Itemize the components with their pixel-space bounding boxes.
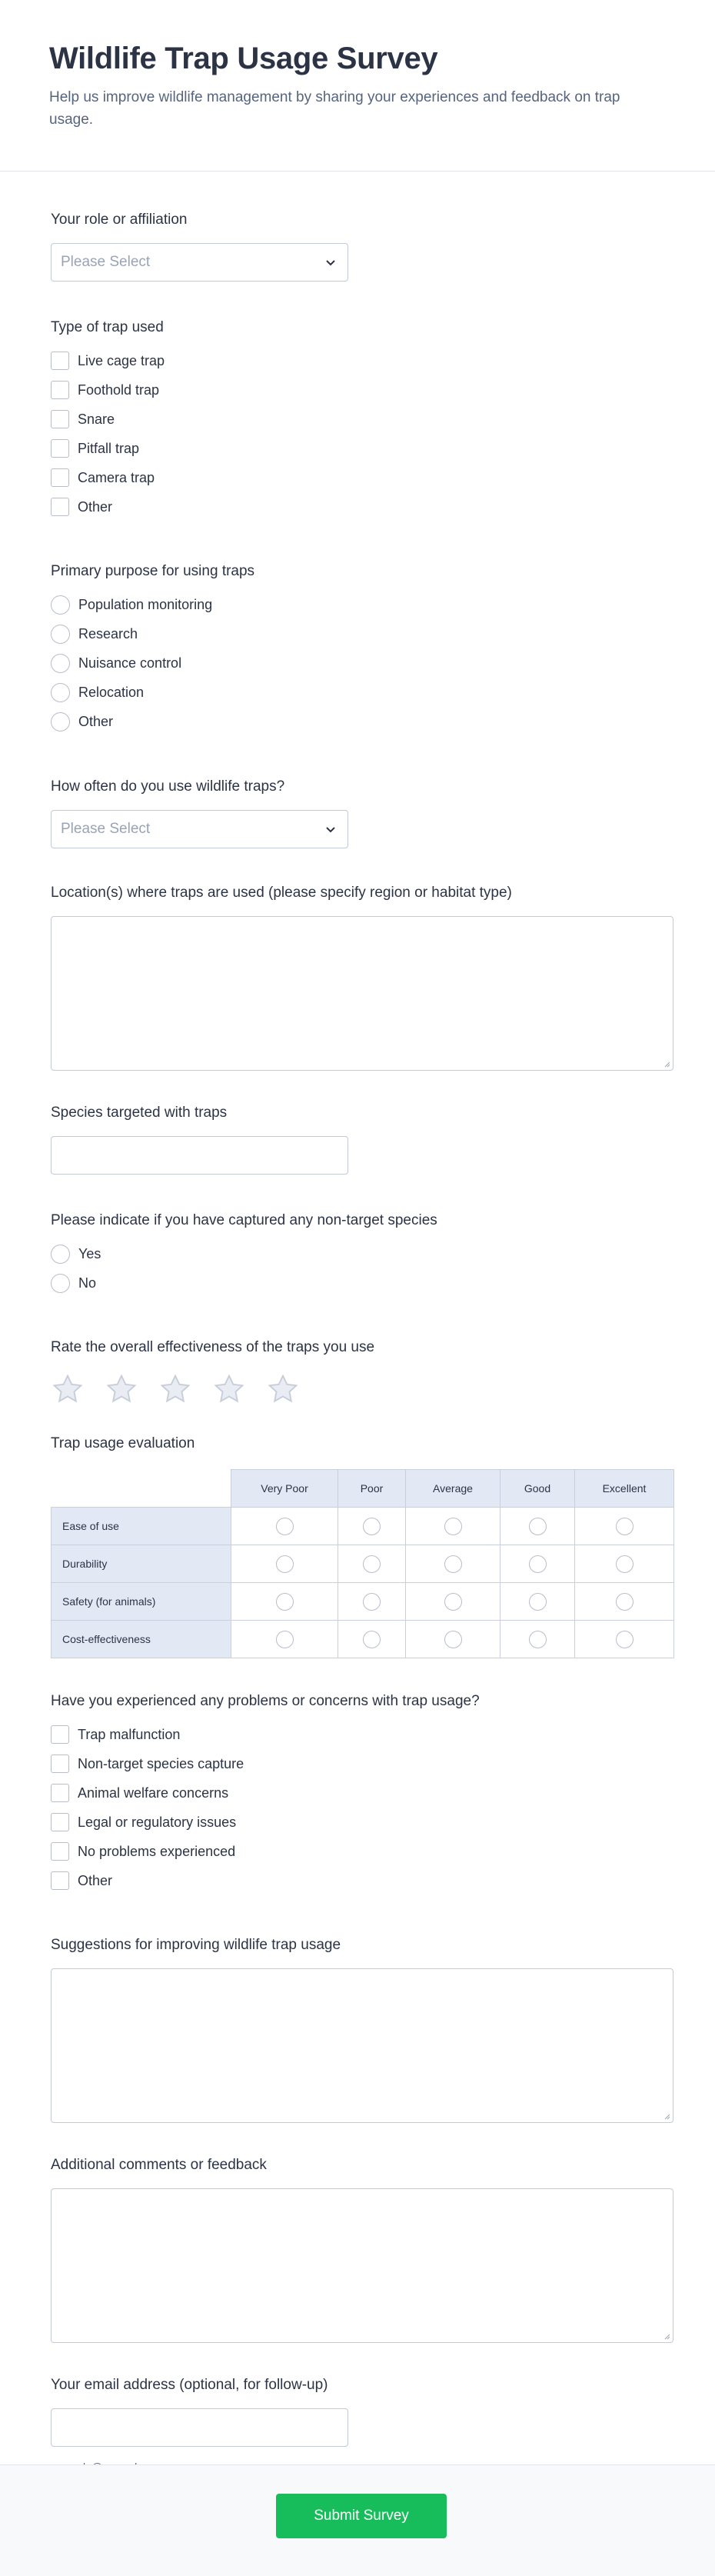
star-icon[interactable]: [266, 1372, 300, 1406]
radio-button[interactable]: [51, 625, 70, 644]
checkbox[interactable]: [51, 410, 69, 428]
radio-option[interactable]: [51, 707, 664, 736]
option-label: Foothold trap: [78, 382, 160, 398]
radio-button[interactable]: [276, 1555, 294, 1573]
checkbox-option[interactable]: [51, 492, 664, 522]
question-label: How often do you use wildlife traps?: [51, 778, 285, 795]
matrix-cell[interactable]: [500, 1583, 575, 1621]
checkbox-option[interactable]: [51, 405, 664, 434]
question-matrix: [51, 1435, 664, 1658]
matrix-cell[interactable]: [500, 1545, 575, 1583]
option-label: Pitfall trap: [78, 440, 140, 456]
option-label: Non-target species capture: [78, 1755, 244, 1771]
checkbox[interactable]: [51, 1755, 69, 1773]
question-location: [51, 884, 664, 1071]
radio-button[interactable]: [51, 1274, 70, 1293]
question-label: Location(s) where traps are used (please specify region or habitat type): [51, 885, 512, 901]
option-label: No: [78, 1275, 97, 1291]
question-label: Rate the overall effectiveness of the traps you use: [51, 1339, 375, 1355]
matrix-cell[interactable]: [406, 1545, 500, 1583]
radio-button[interactable]: [529, 1518, 547, 1535]
matrix-row-header: Durability: [52, 1545, 231, 1583]
page-title: Wildlife Trap Usage Survey: [49, 42, 438, 75]
form-header: [0, 0, 715, 172]
checkbox[interactable]: [51, 1725, 69, 1744]
question-nontarget: [51, 1211, 664, 1298]
select-placeholder: Please Select: [61, 821, 151, 837]
question-suggestions: [51, 1936, 664, 2123]
radio-button[interactable]: [444, 1593, 462, 1611]
checkbox[interactable]: [51, 1813, 69, 1831]
select-placeholder: Please Select: [61, 254, 151, 270]
radio-button[interactable]: [616, 1631, 634, 1648]
matrix-cell[interactable]: [500, 1621, 575, 1658]
radio-button[interactable]: [363, 1555, 381, 1573]
checkbox-option[interactable]: [51, 463, 664, 492]
matrix-cell[interactable]: [575, 1508, 674, 1545]
matrix-column-header: Very Poor: [231, 1470, 338, 1508]
question-label: Your email address (optional, for follow-up): [51, 2377, 328, 2393]
option-label: Population monitoring: [78, 596, 213, 612]
option-label: Camera trap: [78, 469, 155, 485]
role-select[interactable]: [51, 243, 348, 282]
question-problems: [51, 1692, 664, 1895]
option-label: Other: [78, 498, 113, 515]
matrix-cell[interactable]: [575, 1545, 674, 1583]
question-trap-type: [51, 318, 664, 522]
question-species: [51, 1104, 664, 1175]
radio-button[interactable]: [51, 654, 70, 673]
option-label: Live cage trap: [78, 352, 165, 368]
star-icon[interactable]: [51, 1372, 85, 1406]
matrix-cell[interactable]: [500, 1508, 575, 1545]
frequency-select[interactable]: [51, 810, 348, 848]
matrix-cell[interactable]: [406, 1583, 500, 1621]
radio-button[interactable]: [529, 1555, 547, 1573]
radio-button[interactable]: [616, 1555, 634, 1573]
radio-button[interactable]: [363, 1631, 381, 1648]
checkbox-option[interactable]: [51, 434, 664, 463]
checkbox[interactable]: [51, 1871, 69, 1890]
evaluation-matrix: [51, 1469, 674, 1658]
matrix-cell[interactable]: [231, 1508, 338, 1545]
radio-button[interactable]: [444, 1555, 462, 1573]
option-label: Animal welfare concerns: [78, 1785, 229, 1801]
matrix-cell[interactable]: [231, 1545, 338, 1583]
matrix-row: [52, 1621, 674, 1658]
radio-button[interactable]: [51, 1245, 70, 1264]
email-field[interactable]: [51, 2408, 348, 2447]
survey-form: [0, 211, 715, 2473]
question-label: Have you experienced any problems or concerns with trap usage?: [51, 1693, 480, 1709]
question-label: Trap usage evaluation: [51, 1435, 195, 1451]
matrix-column-header: Excellent: [575, 1470, 674, 1508]
question-label: Type of trap used: [51, 319, 164, 335]
matrix-row-header: Safety (for animals): [52, 1583, 231, 1621]
checkbox-option[interactable]: [51, 1837, 664, 1866]
question-comments: [51, 2156, 664, 2343]
radio-button[interactable]: [276, 1593, 294, 1611]
option-label: Trap malfunction: [78, 1726, 181, 1742]
radio-button[interactable]: [529, 1631, 547, 1648]
question-label: Species targeted with traps: [51, 1105, 228, 1121]
radio-button[interactable]: [529, 1593, 547, 1611]
matrix-cell[interactable]: [406, 1508, 500, 1545]
species-input[interactable]: [51, 1136, 348, 1175]
matrix-row-header: Cost-effectiveness: [52, 1621, 231, 1658]
question-role: [51, 211, 664, 282]
matrix-row: [52, 1508, 674, 1545]
suggestions-textarea[interactable]: [51, 1968, 673, 2123]
option-label: Yes: [78, 1245, 101, 1261]
checkbox-option[interactable]: [51, 1749, 664, 1778]
radio-option[interactable]: [51, 590, 664, 619]
radio-button[interactable]: [276, 1518, 294, 1535]
question-frequency: [51, 778, 664, 848]
option-label: Legal or regulatory issues: [78, 1814, 237, 1830]
question-label: Additional comments or feedback: [51, 2157, 267, 2173]
form-footer: [0, 2464, 715, 2576]
checkbox-option[interactable]: [51, 346, 664, 375]
radio-option[interactable]: [51, 619, 664, 648]
checkbox[interactable]: [51, 1784, 69, 1802]
question-label: Your role or affiliation: [51, 212, 188, 228]
matrix-row: [52, 1583, 674, 1621]
checkbox[interactable]: [51, 381, 69, 399]
question-label: Please indicate if you have captured any non-target species: [51, 1212, 437, 1228]
option-label: Other: [78, 1872, 113, 1888]
checkbox[interactable]: [51, 1842, 69, 1861]
checkbox-option[interactable]: [51, 375, 664, 405]
radio-button[interactable]: [276, 1631, 294, 1648]
option-label: Other: [78, 713, 114, 729]
radio-button[interactable]: [444, 1631, 462, 1648]
matrix-cell[interactable]: [575, 1583, 674, 1621]
resize-grip-icon[interactable]: [664, 1061, 670, 1068]
page-subtitle: Help us improve wildlife management by sharing your experiences and feedback on trap usage.: [49, 89, 620, 128]
matrix-cell[interactable]: [575, 1621, 674, 1658]
radio-button[interactable]: [51, 595, 70, 615]
resize-grip-icon[interactable]: [664, 2334, 670, 2340]
option-label: Snare: [78, 411, 115, 427]
question-rating: [51, 1338, 664, 1406]
matrix-cell[interactable]: [338, 1621, 406, 1658]
question-email: [51, 2376, 664, 2473]
question-label: Suggestions for improving wildlife trap usage: [51, 1937, 341, 1953]
matrix-row: [52, 1545, 674, 1583]
matrix-cell[interactable]: [231, 1621, 338, 1658]
checkbox[interactable]: [51, 498, 69, 516]
checkbox[interactable]: [51, 352, 69, 370]
question-label: Primary purpose for using traps: [51, 563, 255, 579]
radio-button[interactable]: [51, 712, 70, 731]
option-label: Research: [78, 625, 138, 642]
matrix-cell[interactable]: [231, 1583, 338, 1621]
matrix-cell[interactable]: [406, 1621, 500, 1658]
radio-option[interactable]: [51, 1268, 664, 1298]
star-icon[interactable]: [212, 1372, 246, 1406]
resize-grip-icon[interactable]: [664, 2114, 670, 2120]
chevron-down-icon: [323, 255, 338, 270]
matrix-cell[interactable]: [338, 1583, 406, 1621]
checkbox-option[interactable]: [51, 1778, 664, 1808]
location-textarea[interactable]: [51, 916, 673, 1071]
radio-option[interactable]: [51, 678, 664, 707]
checkbox-option[interactable]: [51, 1866, 664, 1895]
option-label: Nuisance control: [78, 655, 182, 671]
checkbox-option[interactable]: [51, 1808, 664, 1837]
radio-option[interactable]: [51, 648, 664, 678]
radio-button[interactable]: [444, 1518, 462, 1535]
question-purpose: [51, 562, 664, 736]
checkbox[interactable]: [51, 468, 69, 487]
radio-option[interactable]: [51, 1239, 664, 1268]
matrix-column-header: Average: [406, 1470, 500, 1508]
matrix-cell[interactable]: [338, 1545, 406, 1583]
matrix-row-header: Ease of use: [52, 1508, 231, 1545]
radio-button[interactable]: [616, 1593, 634, 1611]
matrix-column-header: Poor: [338, 1470, 406, 1508]
radio-button[interactable]: [363, 1518, 381, 1535]
checkbox-option[interactable]: [51, 1720, 664, 1749]
matrix-corner: [52, 1470, 231, 1508]
star-icon[interactable]: [158, 1372, 192, 1406]
star-rating: [51, 1372, 664, 1406]
option-label: No problems experienced: [78, 1843, 236, 1859]
option-label: Relocation: [78, 684, 145, 700]
checkbox[interactable]: [51, 439, 69, 458]
matrix-column-header: Good: [500, 1470, 575, 1508]
matrix-cell[interactable]: [338, 1508, 406, 1545]
radio-button[interactable]: [363, 1593, 381, 1611]
star-icon[interactable]: [105, 1372, 138, 1406]
submit-button[interactable]: Submit Survey: [276, 2494, 447, 2538]
comments-textarea[interactable]: [51, 2188, 673, 2343]
radio-button[interactable]: [616, 1518, 634, 1535]
radio-button[interactable]: [51, 683, 70, 702]
chevron-down-icon: [323, 821, 338, 837]
